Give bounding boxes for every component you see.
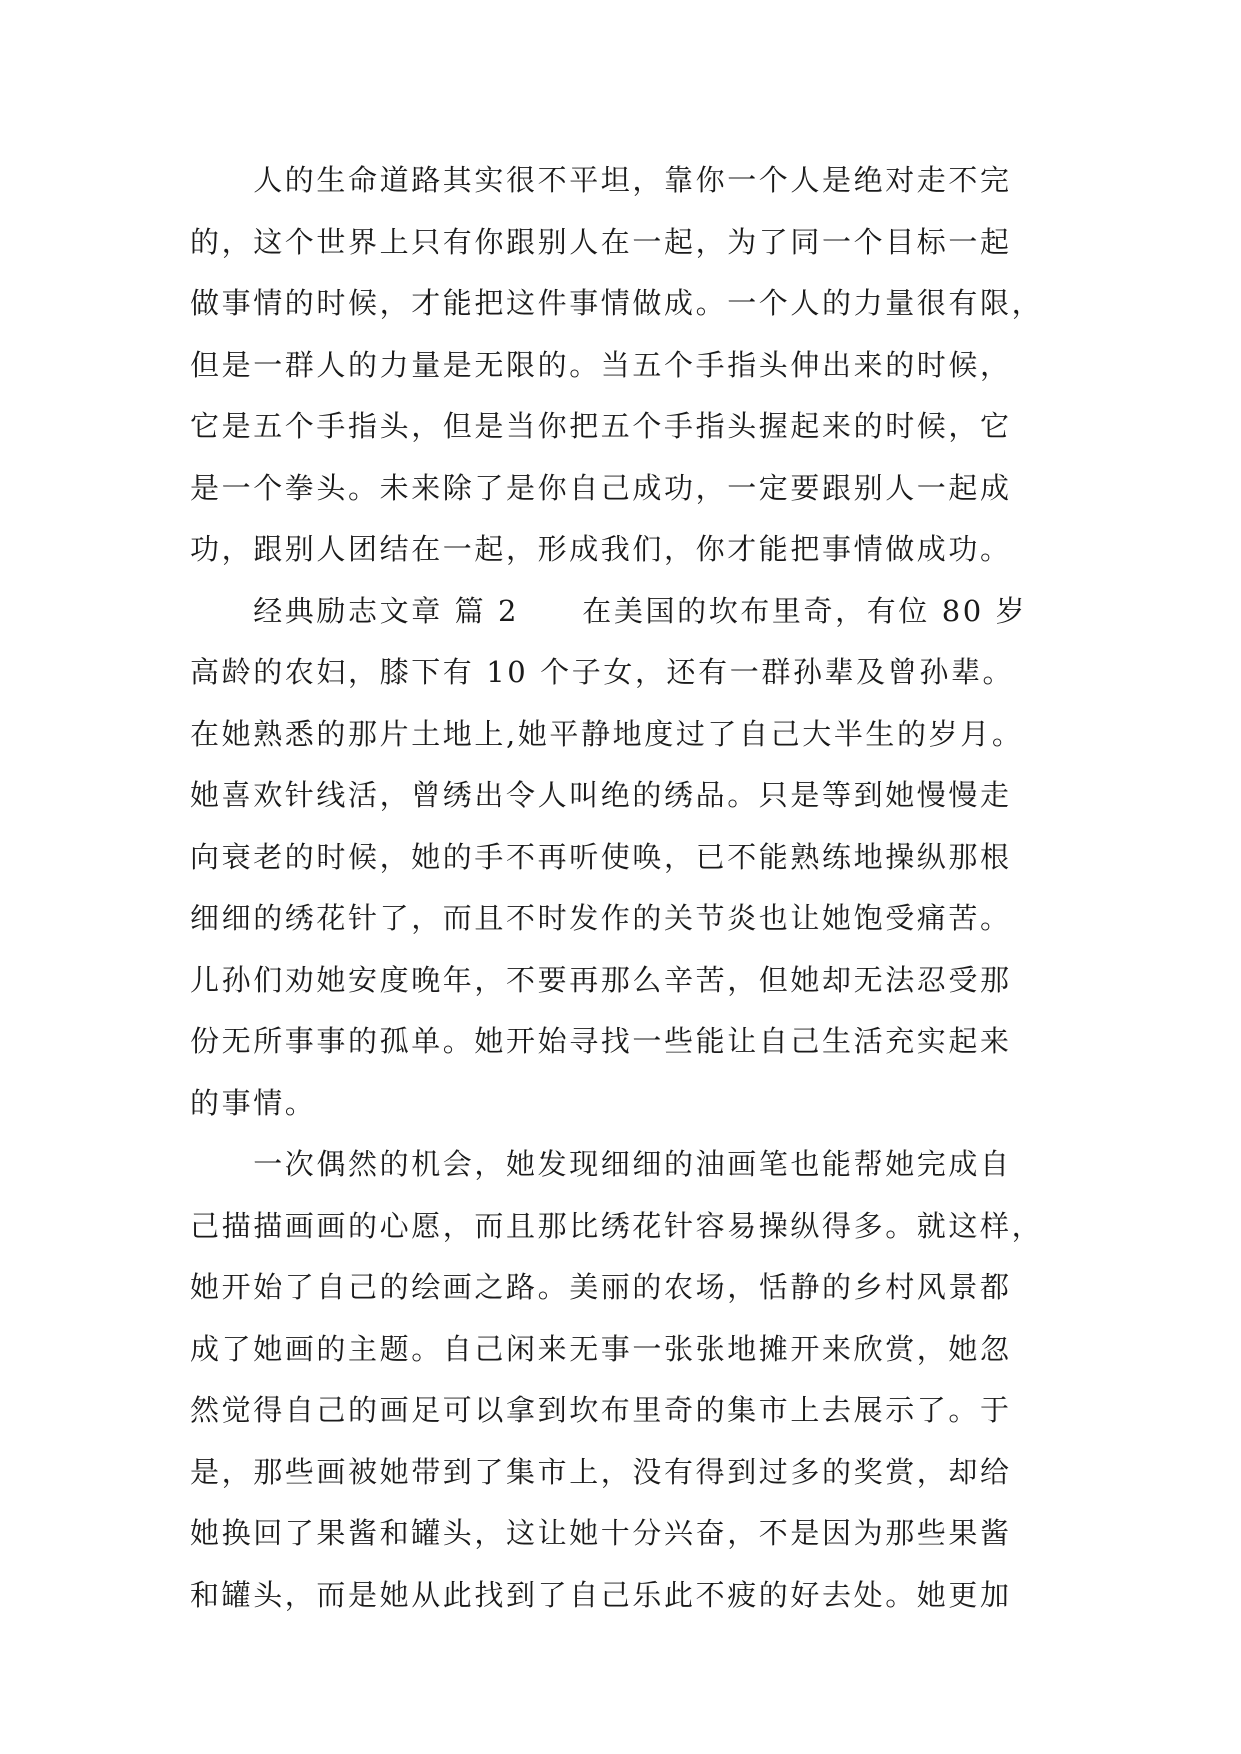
text-line-5: 它是五个手指头，但是当你把五个手指头握起来的时候，它 [190,409,1012,443]
text-line-2: 的，这个世界上只有你跟别人在一起，为了同一个目标一起 [190,224,1012,259]
text-line-9: 高龄的农妇，膝下有 10 个子女，还有一群孙辈及曾孙辈。 [190,655,1015,689]
text-line-13: 细细的绣花针了，而且不时发作的关节炎也让她饱受痛苦。 [190,901,1012,935]
text-line-20: 成了她画的主题。自己闲来无事一张张地摊开来欣赏，她忽 [190,1331,1012,1366]
body-text [190,150,1060,1626]
text-line-12: 向衰老的时候，她的手不再听使唤，已不能熟练地操纵那根 [190,839,1012,874]
text-line-11: 她喜欢针线活，曾绣出令人叫绝的绣品。只是等到她慢慢走 [190,778,1012,812]
text-line-7: 功，跟别人团结在一起，形成我们，你才能把事情做成功。 [190,532,1012,566]
text-line-16: 的事情。 [190,1085,317,1120]
text-line-19: 她开始了自己的绘画之路。美丽的农场，恬静的乡村风景都 [190,1270,1012,1304]
text-line-21: 然觉得自己的画足可以拿到坎布里奇的集市上去展示了。于 [190,1393,1012,1427]
text-line-24: 和罐头，而是她从此找到了自己乐此不疲的好去处。她更加 [190,1577,1012,1612]
text-line-18: 己描描画画的心愿，而且那比绣花针容易操纵得多。就这样， [190,1208,1044,1243]
text-line-6: 是一个拳头。未来除了是你自己成功，一定要跟别人一起成 [190,470,1012,505]
text-line-3: 做事情的时候，才能把这件事情做成。一个人的力量很有限， [190,286,1044,320]
text-line-14: 儿孙们劝她安度晚年，不要再那么辛苦，但她却无法忍受那 [190,962,1012,997]
text-line-22: 是，那些画被她带到了集市上，没有得到过多的奖赏，却给 [190,1454,1012,1489]
text-line-1: 人的生命道路其实很不平坦，靠你一个人是绝对走不完 [190,163,1012,197]
text-line-4: 但是一群人的力量是无限的。当五个手指头伸出来的时候， [190,347,1012,382]
text-line-10: 在她熟悉的那片土地上,她平静地度过了自己大半生的岁月。 [190,716,1024,751]
text-line-17: 一次偶然的机会，她发现细细的油画笔也能帮她完成自 [190,1147,1012,1181]
text-line-23: 她换回了果酱和罐头，这让她十分兴奋，不是因为那些果酱 [190,1516,1012,1550]
text-line-8: 经典励志文章 篇 2 在美国的坎布里奇，有位 80 岁 [190,593,1028,628]
text-line-15: 份无所事事的孤单。她开始寻找一些能让自己生活充实起来 [190,1024,1012,1058]
